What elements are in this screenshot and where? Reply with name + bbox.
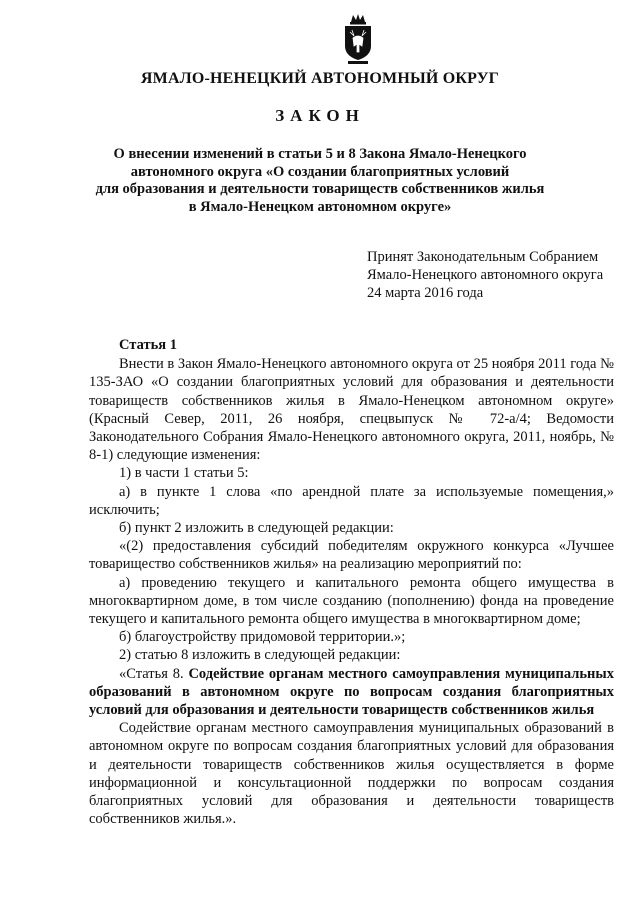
article-intro: Внести в Закон Ямало-Ненецкого автономного округа от 25 ноября 2011 года № 135-ЗАО «О создании благоприятных условий для образования и деятельности товариществ собственников жилья в Ямало-Ненецком автономном округе» (Красный Север, 2011, 26 ноября, спецвыпуск № 72-а/4; Ведомости Законодательного Собрания Ямало-Ненецкого автономного округа, 2011, ноябрь, № 8-1) следующие изменения: <box>89 356 614 464</box>
document-type: ЗАКОН <box>275 106 365 125</box>
coat-of-arms-emblem <box>339 12 377 66</box>
law-subject <box>95 146 545 216</box>
list-item: 1) в части 1 статьи 5: <box>119 465 249 482</box>
article-8-text: Содействие органам местного самоуправления муниципальных образований в автономном округе по вопросам создания благоприятных условий для образования и деятельности товариществ собственников жилья осуществляется в форме информационной и консультационной поддержки по вопросам создания благоприятных условий для образования и деятельности товариществ собственников жилья.». <box>89 720 614 828</box>
adoption-note <box>367 248 603 302</box>
adoption-date: 24 марта 2016 года <box>367 285 484 301</box>
list-item: а) в пункте 1 слова «по арендной плате за используемые помещения,» исключить; <box>89 483 614 518</box>
subject-line: в Ямало-Ненецком автономном округе» <box>188 198 452 215</box>
list-item: б) пункт 2 изложить в следующей редакции: <box>119 520 394 537</box>
list-item: 2) статью 8 изложить в следующей редакции: <box>119 647 401 664</box>
article-heading: Статья 1 <box>119 337 177 353</box>
quoted-clause: «(2) предоставления субсидий победителям окружного конкурса «Лучшее товарищество собственников жилья» на реализацию мероприятий по: <box>89 538 614 573</box>
subject-line: для образования и деятельности товариществ собственников жилья <box>95 181 545 197</box>
article-8-title: Содействие органам местного самоуправления муниципальных образований в автономном округе по вопросам создания благоприятных условий для образования и деятельности товариществ собственников жилья <box>89 665 614 719</box>
region-title: ЯМАЛО-НЕНЕЦКИЙ АВТОНОМНЫЙ ОКРУГ <box>140 70 500 87</box>
subject-line: автономного округа «О создании благоприятных условий <box>130 163 510 180</box>
adoption-line: Ямало-Ненецкого автономного округа <box>367 267 604 283</box>
article-body <box>89 336 614 828</box>
quoted-clause: а) проведению текущего и капитального ремонта общего имущества в многоквартирном доме, в том числе созданию (пополнению) фонда на проведение текущего и капитального ремонта общего имущества в многоквартирном доме; <box>89 574 614 628</box>
article-8-heading <box>89 665 614 720</box>
adoption-line: Принят Законодательным Собранием <box>367 249 599 265</box>
quoted-clause: б) благоустройству придомовой территории.»; <box>119 629 406 646</box>
article-8-label: «Статья 8. <box>119 665 184 682</box>
subject-line: О внесении изменений в статьи 5 и 8 Закона Ямало-Ненецкого <box>113 146 527 162</box>
